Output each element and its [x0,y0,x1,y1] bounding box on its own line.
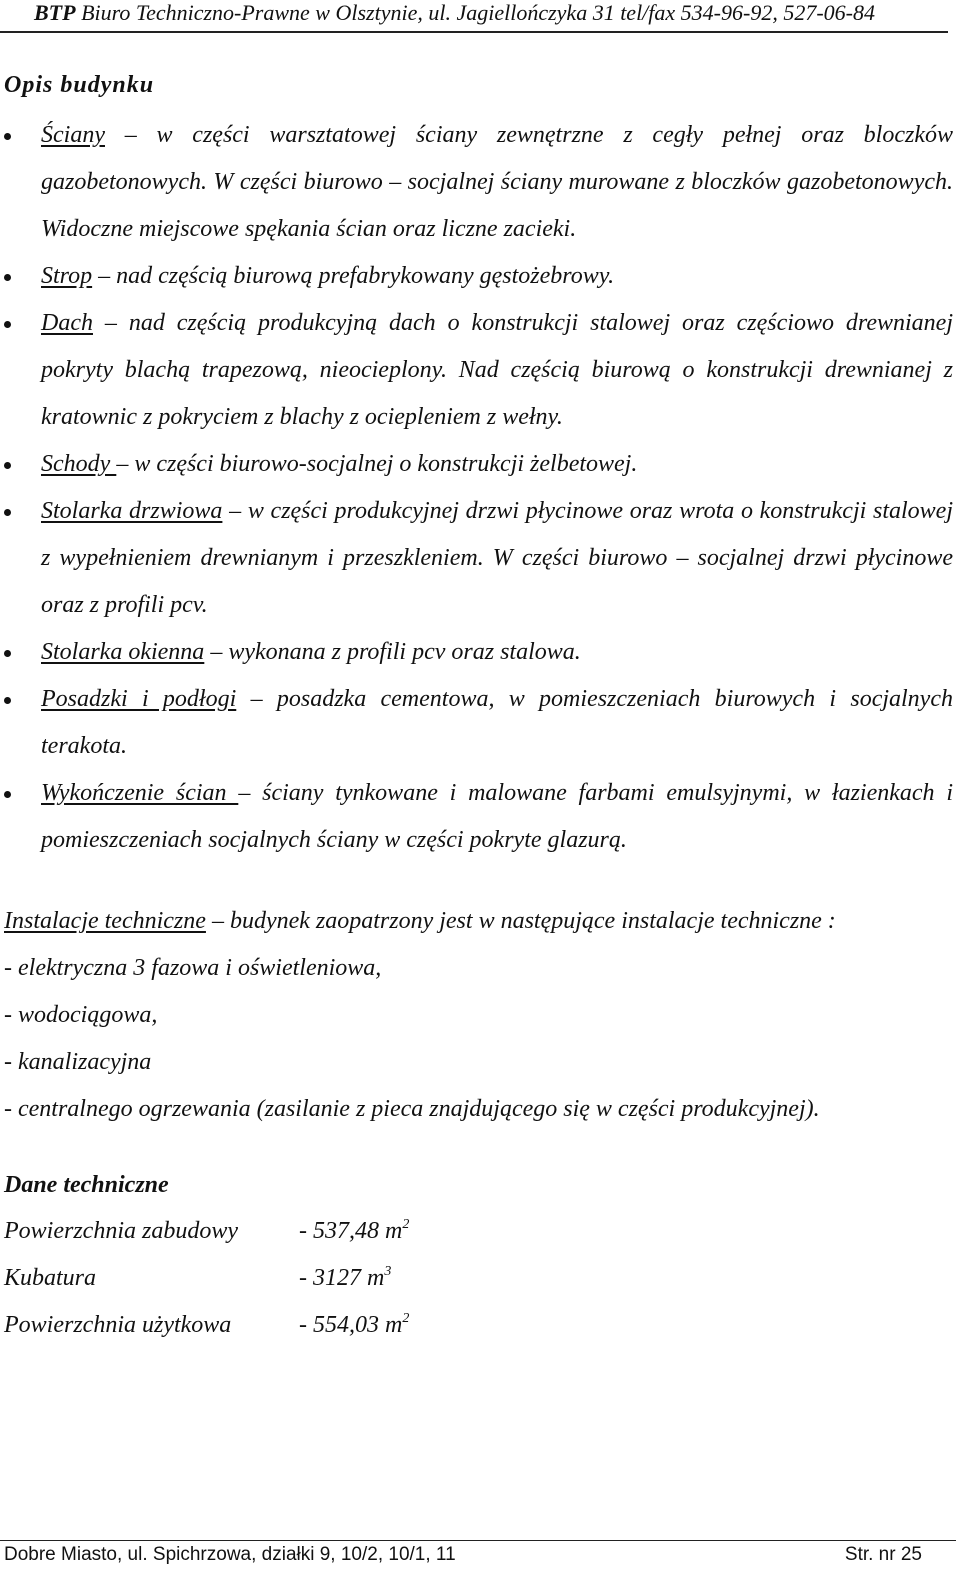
item-term: Stolarka drzwiowa [41,498,223,524]
spec-label: Powierzchnia zabudowy [4,1218,238,1244]
list-item-ceiling [0,253,953,300]
installations-term: Instalacje techniczne [4,908,206,934]
item-term: Dach [41,310,93,336]
technical-data-title: Dane techniczne [4,1172,169,1198]
item-text: – posadzka cementowa, w pomieszczeniach biurowych i socjalnych terakota. [41,686,953,759]
building-description-title: Opis budynku [4,72,155,98]
building-elements-list [0,112,953,864]
spec-value: - 3127 $m^3$ [299,1264,392,1291]
item-text: – wykonana z profili pcv oraz stalowa. [204,639,581,665]
unit-exponent: 2 [402,1217,410,1232]
item-text: – nad częścią biurową prefabrykowany gęstożebrowy. [92,263,615,289]
spec-label: Kubatura [4,1265,97,1291]
page-header [0,0,948,33]
unit-exponent: 3 [384,1264,392,1279]
installation-item: - elektryczna 3 fazowa i oświetleniowa, [4,955,382,981]
item-term: Strop [41,263,93,289]
header-company-abbr: BTP [34,0,76,25]
item-term: Stolarka okienna [41,639,205,665]
list-item-doors [0,488,953,629]
footer-address: Dobre Miasto, ul. Spichrzowa, działki 9, 10/2, 10/1, 11 [4,1544,456,1565]
spec-label: Powierzchnia użytkowa [4,1312,232,1338]
item-term: Posadzki i podłogi [41,686,237,712]
spec-value: - 537,48 $m^2$ [299,1217,410,1244]
list-item-walls [0,112,953,253]
item-term: Ściany [41,122,105,148]
unit-exponent: 2 [402,1311,410,1326]
installations-intro [4,898,954,945]
page-footer [0,1540,956,1573]
page-number: Str. nr 25 [844,1544,922,1565]
item-text: – nad częścią produkcyjną dach o konstrukcji stalowej oraz częściowo drewnianej pokryty blachą trapezową, nieocieplony. Nad częścią biurową o konstrukcji drewnianej z kratownic z pokryciem z blachy z ociepleniem z wełny. [41,310,953,430]
list-item-stairs [0,441,953,488]
item-text: – w części warsztatowej ściany zewnętrzne z cegły pełnej oraz bloczków gazobetonowych. W części biurowo – socjalnej ściany murowane z bloczków gazobetonowych. Widoczne miejscowe spękania ścian oraz liczne zacieki. [41,122,953,242]
installation-item: - kanalizacyjna [4,1049,152,1075]
installations-intro-text: – budynek zaopatrzony jest w następujące instalacje techniczne : [205,908,836,934]
installation-item: - wodociągowa, [4,1002,158,1028]
header-company-details: Biuro Techniczno-Prawne w Olsztynie, ul. Jagiellończyka 31 tel/fax 534-96-92, 527-06-84 [81,0,875,25]
list-item-floors [0,676,953,770]
installation-item: - centralnego ogrzewania (zasilanie z pieca znajdującego się w części produkcyjnej). [4,1096,820,1122]
item-term: Schody [41,451,117,477]
item-text: – w części biurowo-socjalnej o konstrukcji żelbetowej. [116,451,638,477]
item-text: – ściany tynkowane i malowane farbami emulsyjnymi, w łazienkach i pomieszczeniach socjalnych ściany w części pokryte glazurą. [41,780,954,853]
item-term: Wykończenie ścian [41,780,239,806]
item-text: – w części produkcyjnej drzwi płycinowe oraz wrota o konstrukcji stalowej z wypełnieniem drewnianym i przeszkleniem. W części biurowo – socjalnej drzwi płycinowe oraz z profili pcv. [41,498,953,618]
spec-value: - 554,03 $m^2$ [299,1311,410,1338]
list-item-wall-finish [0,770,953,864]
list-item-roof [0,300,953,441]
list-item-windows [0,629,953,676]
installations-section [4,898,954,1133]
